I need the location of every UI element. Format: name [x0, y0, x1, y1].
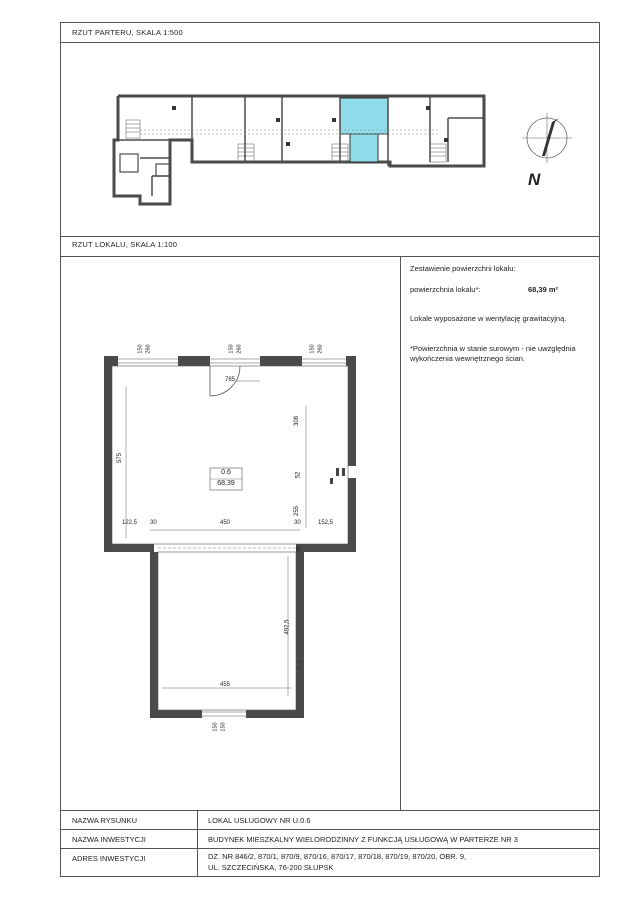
dim-bottom-5: 152,5 [318, 520, 334, 526]
room-number: 0.6 [221, 469, 231, 476]
ventilation-note: Lokale wyposażone w wentylację grawitacyjną. [410, 314, 567, 323]
unit-floor-plan [60, 256, 400, 810]
site-plan-outline [114, 96, 484, 204]
dim-window-top-mid-a: 150 [228, 344, 235, 354]
footnote: *Powierzchnia w stanie surowym - nie uwzględnia wykończenia wewnętrznego ścian. [410, 344, 576, 363]
section-divider [60, 42, 600, 43]
compass-label: N [528, 170, 541, 189]
unit-plan-title: RZUT LOKALU, SKALA 1:100 [72, 240, 178, 249]
section-divider [60, 236, 600, 237]
investment-name-value: BUDYNEK MIESZKALNY WIELORODZINNY Z FUNKCJĄ USŁUGOWĄ W PARTERZE NR 3 [208, 835, 518, 844]
site-plan [100, 88, 500, 213]
dim-bottom-2: 30 [150, 520, 157, 526]
investment-name-label: NAZWA INWESTYCJI [72, 835, 146, 844]
title-block-divider [60, 810, 600, 811]
drawing-name-value: LOKAL USŁUGOWY NR U.0.6 [208, 816, 311, 825]
area-value: 68,39 m² [528, 285, 559, 294]
dim-bottom-1: 122,5 [122, 520, 138, 526]
room-area: 68,39 [217, 480, 235, 487]
area-label: powierzchnia lokalu*: [410, 285, 481, 294]
highlighted-unit [340, 98, 388, 134]
dim-window-bottom-a: 150 [212, 722, 219, 732]
dim-right-mid: 52 [295, 471, 302, 479]
dim-right-upper: 308 [294, 415, 301, 427]
dim-window-top-right-b: 260 [317, 344, 324, 354]
investment-address-line2: UL. SZCZECIŃSKA, 76-200 SŁUPSK [208, 863, 334, 872]
dim-left-height: 575 [117, 452, 124, 464]
title-block-divider [60, 848, 600, 849]
dim-bottom-3: 450 [220, 520, 231, 526]
dim-lower-small: 30 [296, 545, 303, 553]
dim-window-top-mid-b: 260 [236, 344, 243, 354]
highlighted-unit-lower [350, 134, 378, 162]
dim-window-top-left-b: 260 [145, 344, 152, 354]
investment-address-line1: DZ. NR 846/2, 870/1, 870/9, 870/16, 870/17, 870/18, 870/19, 870/20, OBR. 9, [208, 852, 467, 861]
dim-door-width: 785 [225, 377, 236, 383]
dim-window-top-left-a: 150 [137, 344, 144, 354]
title-block-divider [60, 829, 600, 830]
dim-window-bottom-b: 150 [220, 722, 227, 732]
drawing-name-label: NAZWA RYSUNKU [72, 816, 138, 825]
north-arrow-icon [514, 108, 580, 194]
dim-window-top-right-a: 150 [309, 344, 316, 354]
dim-lower-depth: 492,5 [284, 619, 291, 635]
summary-heading: Zestawienie powierzchni lokalu: [410, 264, 516, 273]
title-block-column-divider [197, 810, 198, 877]
notes-divider [400, 256, 401, 810]
dim-lower-width: 455 [220, 682, 231, 688]
site-plan-title: RZUT PARTERU, SKALA 1:500 [72, 28, 183, 37]
dim-bottom-4: 30 [294, 520, 301, 526]
investment-address-label: ADRES INWESTYCJI [72, 854, 146, 863]
dim-right-lower: 255 [294, 505, 301, 517]
